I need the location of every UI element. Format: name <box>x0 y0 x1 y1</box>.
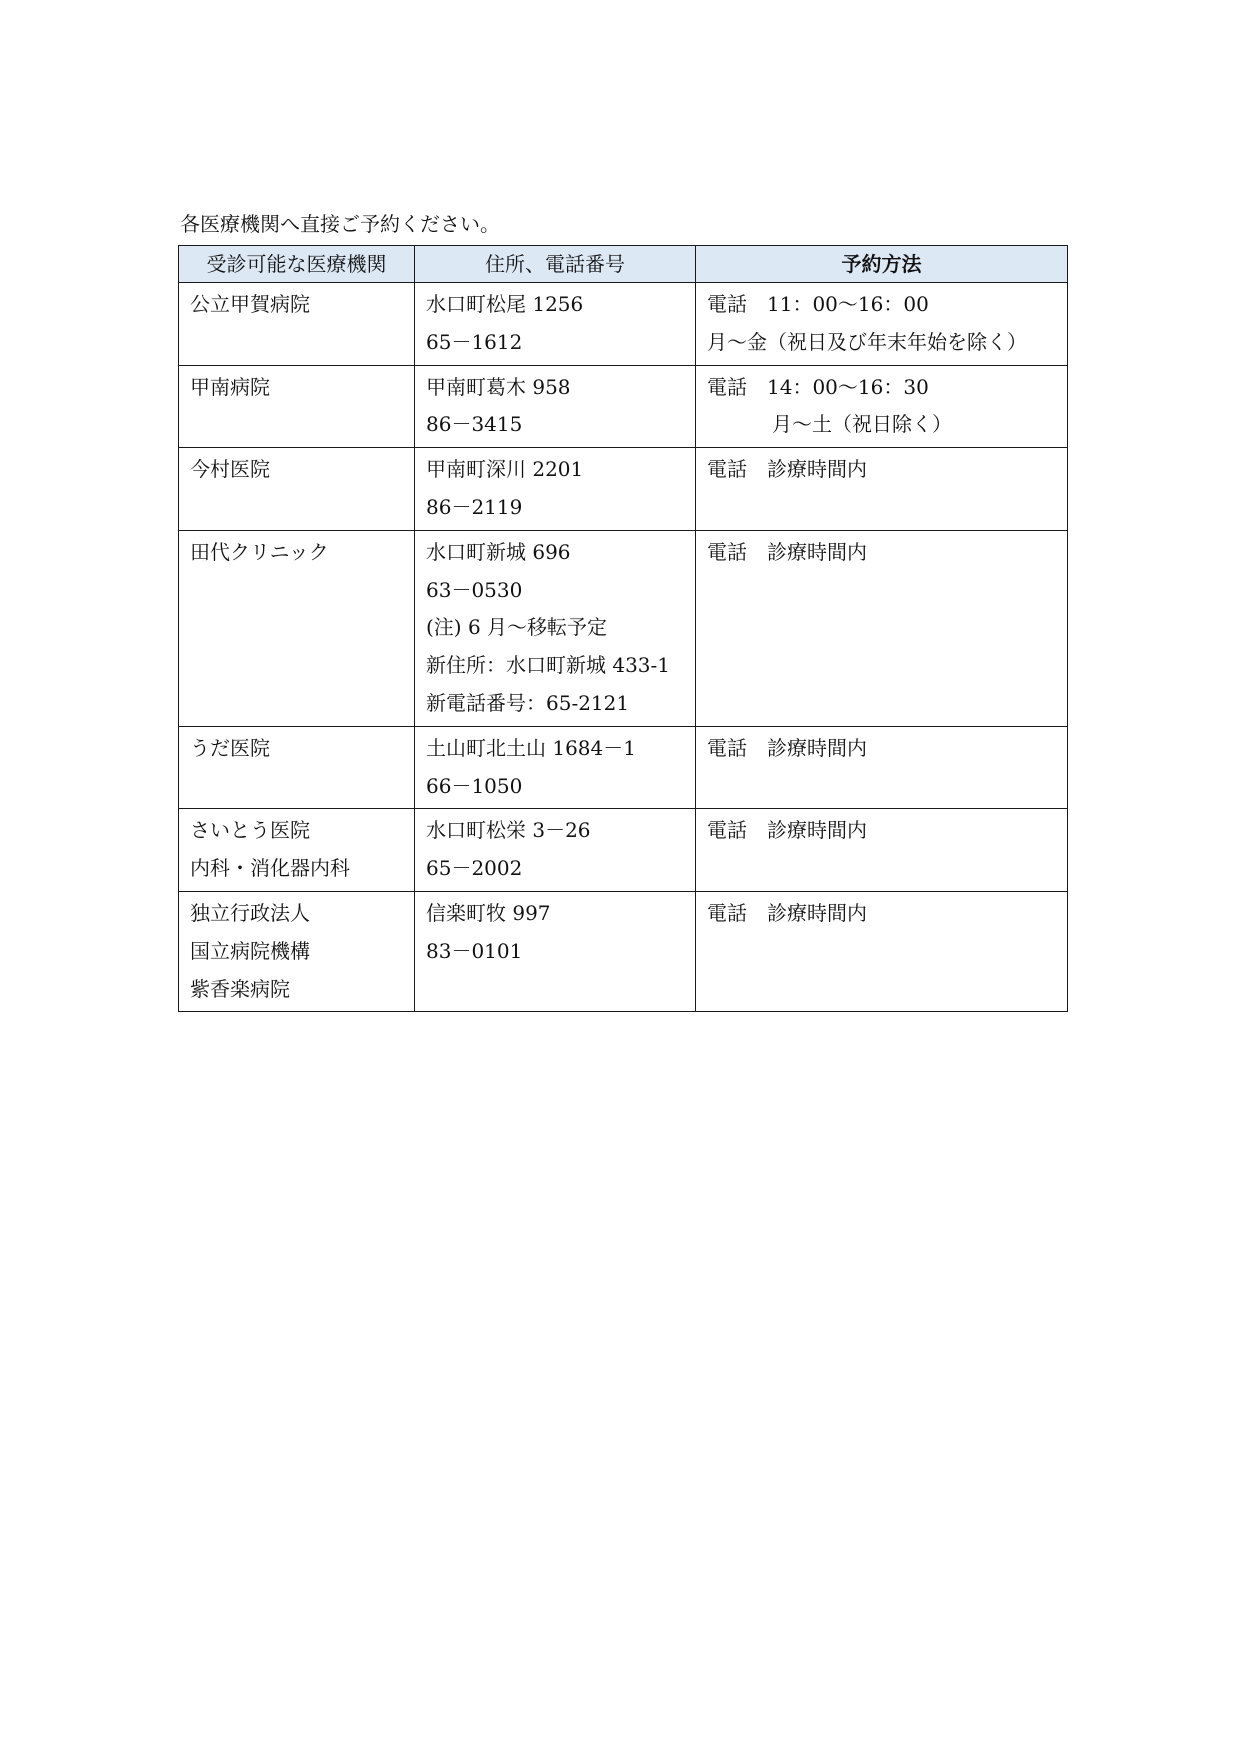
address-cell <box>415 809 696 892</box>
method-line: 電話 診療時間内 <box>707 457 867 482</box>
method-cell <box>696 448 1068 531</box>
institution-cell <box>179 726 415 809</box>
institution-name: 紫香楽病院 <box>190 976 290 1001</box>
method-line: 電話 診療時間内 <box>707 539 867 564</box>
header-institution: 受診可能な医療機関 <box>179 246 415 283</box>
institution-name: 国立病院機構 <box>190 938 310 963</box>
phone-number: 83－0101 <box>426 938 523 963</box>
address-cell <box>415 365 696 448</box>
new-address: 新住所：水口町新城 433-1 <box>426 653 671 678</box>
method-cell <box>696 726 1068 809</box>
new-phone-number: 新電話番号：65-2121 <box>426 690 630 715</box>
method-line: 電話 11：00～16：00 <box>707 292 929 316</box>
method-line: 電話 診療時間内 <box>707 900 867 925</box>
method-cell <box>696 891 1068 1011</box>
address-cell <box>415 448 696 531</box>
method-line: 月～土（祝日除く） <box>772 412 952 437</box>
table-row <box>179 283 1068 366</box>
institution-name: 公立甲賀病院 <box>190 292 310 316</box>
phone-number: 65－2002 <box>426 856 523 881</box>
intro-text: 各医療機関へ直接ご予約ください。 <box>180 212 500 236</box>
table-row <box>179 365 1068 448</box>
method-cell <box>696 809 1068 892</box>
institution-name: 今村医院 <box>190 457 270 482</box>
phone-number: 65－1612 <box>426 329 523 354</box>
institution-cell <box>179 448 415 531</box>
table-row <box>179 726 1068 809</box>
table-row <box>179 809 1068 892</box>
address-line: 水口町新城 696 <box>426 539 571 564</box>
header-address-phone: 住所、電話番号 <box>415 246 696 283</box>
address-line: 水口町松尾 1256 <box>426 292 584 316</box>
relocation-note: (注) 6 月～移転予定 <box>426 615 608 640</box>
address-cell <box>415 726 696 809</box>
phone-number: 86－3415 <box>426 412 523 437</box>
institution-department: 内科・消化器内科 <box>190 856 350 881</box>
table-row <box>179 891 1068 1011</box>
address-line: 甲南町深川 2201 <box>426 457 584 482</box>
address-cell <box>415 530 696 726</box>
table-row <box>179 530 1068 726</box>
institution-cell <box>179 283 415 366</box>
method-line: 電話 診療時間内 <box>707 818 867 843</box>
address-line: 甲南町葛木 958 <box>426 374 571 399</box>
method-line: 電話 診療時間内 <box>707 735 867 760</box>
institution-name: 田代クリニック <box>190 539 329 564</box>
address-cell <box>415 283 696 366</box>
method-line: 月～金（祝日及び年末年始を除く） <box>707 329 1027 354</box>
method-line: 電話 14：00～16：30 <box>707 374 929 399</box>
phone-number: 63－0530 <box>426 577 523 602</box>
institution-cell <box>179 809 415 892</box>
institution-cell <box>179 365 415 448</box>
institution-name: 甲南病院 <box>190 374 270 399</box>
institution-name: さいとう医院 <box>190 818 310 843</box>
institution-cell <box>179 530 415 726</box>
address-line: 信楽町牧 997 <box>426 900 551 925</box>
phone-number: 86－2119 <box>426 494 523 519</box>
institution-name: 独立行政法人 <box>190 900 310 925</box>
method-cell <box>696 283 1068 366</box>
address-cell <box>415 891 696 1011</box>
table-row <box>179 448 1068 531</box>
clinic-table <box>178 245 1068 1012</box>
phone-number: 66－1050 <box>426 773 523 798</box>
header-reservation-method: 予約方法 <box>696 246 1068 283</box>
address-line: 水口町松栄 3－26 <box>426 818 591 843</box>
method-cell <box>696 365 1068 448</box>
institution-cell <box>179 891 415 1011</box>
institution-name: うだ医院 <box>190 735 270 760</box>
method-cell <box>696 530 1068 726</box>
table-header-row <box>179 246 1068 283</box>
address-line: 土山町北土山 1684－1 <box>426 735 636 760</box>
